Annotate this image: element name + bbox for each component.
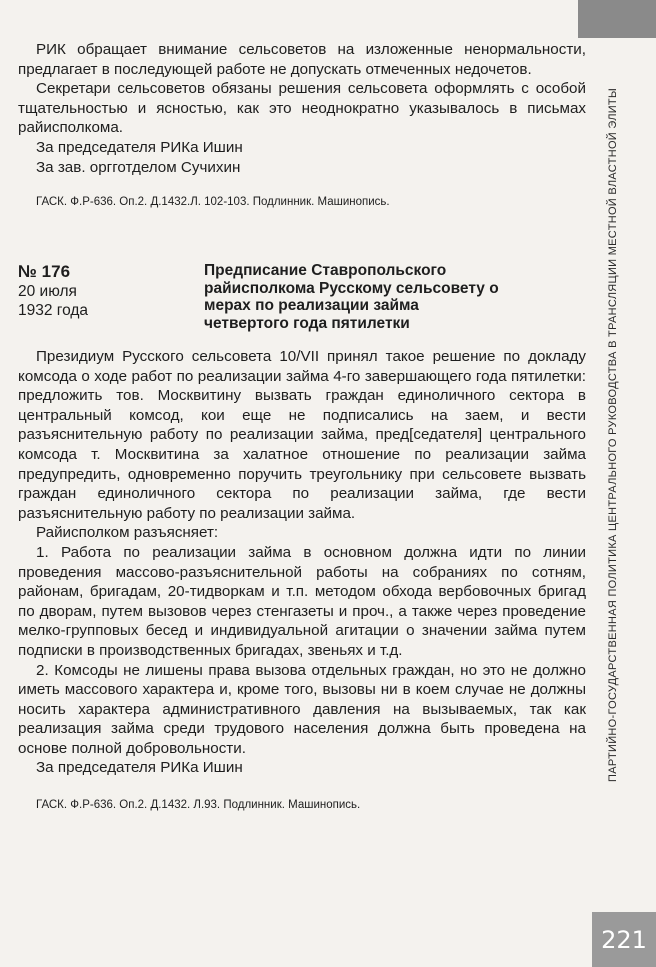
corner-tab (578, 0, 656, 38)
paragraph: Райисполком разъясняет: (36, 524, 219, 542)
paragraph: 1. Работа по реализации займа в основном должна идти по линии проведения массово-разъяснительной работы на собраниях по сотням, районам, бригадам, 20-тидворкам и т.п. методом обхода вербовочных бригад по дворам, путем вызовов через стенгазеты и проч., а также через проведение мелко-групповых бесед и индивидуальной агитации о значении займа путем подписки в производственных бригадах, звеньях и т.д. (18, 543, 586, 659)
archive-reference: ГАСК. Ф.Р-636. Оп.2. Д.1432. Л.93. Подлинник. Машинопись. (36, 799, 361, 812)
document-date-day: 20 июля (18, 283, 77, 300)
archive-reference: ГАСК. Ф.Р-636. Оп.2. Д.1432.Л. 102-103. Подлинник. Машинопись. (36, 196, 390, 209)
document-date-year: 1932 года (18, 302, 89, 319)
document-meta (18, 262, 178, 320)
signature-line: За зав. оргготделом Сучихин (36, 158, 241, 176)
document-body (18, 347, 586, 813)
paragraph: Секретари сельсоветов обязаны решения сельсовета оформлять с особой тщательностью и ясностью, как это неоднократно указывалось в письмах райисполкома. (18, 80, 586, 137)
signature-line: За председателя РИКа Ишин (36, 138, 243, 156)
signature-line: За председателя РИКа Ишин (36, 759, 243, 777)
document-number: № 176 (18, 262, 71, 281)
page-number: 221 (601, 925, 647, 954)
paragraph: РИК обращает внимание сельсоветов на изложенные ненормальности, предлагает в последующей работе не допускать отмеченных недочетов. (18, 41, 586, 78)
running-header-text: ПАРТИЙНО-ГОСУДАРСТВЕННАЯ ПОЛИТИКА ЦЕНТРАЛЬНОГО РУКОВОДСТВА В ТРАНСЛЯЦИИ МЕСТНОЙ ВЛАСТНОЙ ЭЛИТЫ (607, 88, 620, 782)
page-number-box (592, 912, 656, 967)
running-header (598, 40, 628, 830)
document-header (18, 262, 586, 342)
paragraph: Президиум Русского сельсовета 10/VII принял такое решение по докладу комсода о ходе работ по реализации займа 4-го завершающего года пятилетки: предложить тов. Москвитину вызвать граждан единоличного сектора в центральный комсод, кои еще не подписались на заем, и вести разъяснительную работу по реализации займа, пред[седателя] центрального комсода т. Москвитина за халатное отношение по реализации займа предупредить, одновременно поручить треугольнику при сельсовете вызвать граждан единоличного сектора по реализации займа, где вести разъяснительную работу по реализации займа. (18, 348, 586, 522)
document-title: Предписание Ставропольского райисполкома Русскому сельсовету о мерах по реализации займа четвертого года пятилетки (204, 262, 499, 332)
paragraph: 2. Комсоды не лишены права вызова отдельных граждан, но это не должно иметь массового характера и, кроме того, вызовы ни в коем случае не должны носить характера административного давления на вызываемых, так как реализация займа среди трудового населения должна быть проведена на основе полной добровольности. (18, 661, 586, 757)
previous-document-tail (18, 40, 586, 210)
